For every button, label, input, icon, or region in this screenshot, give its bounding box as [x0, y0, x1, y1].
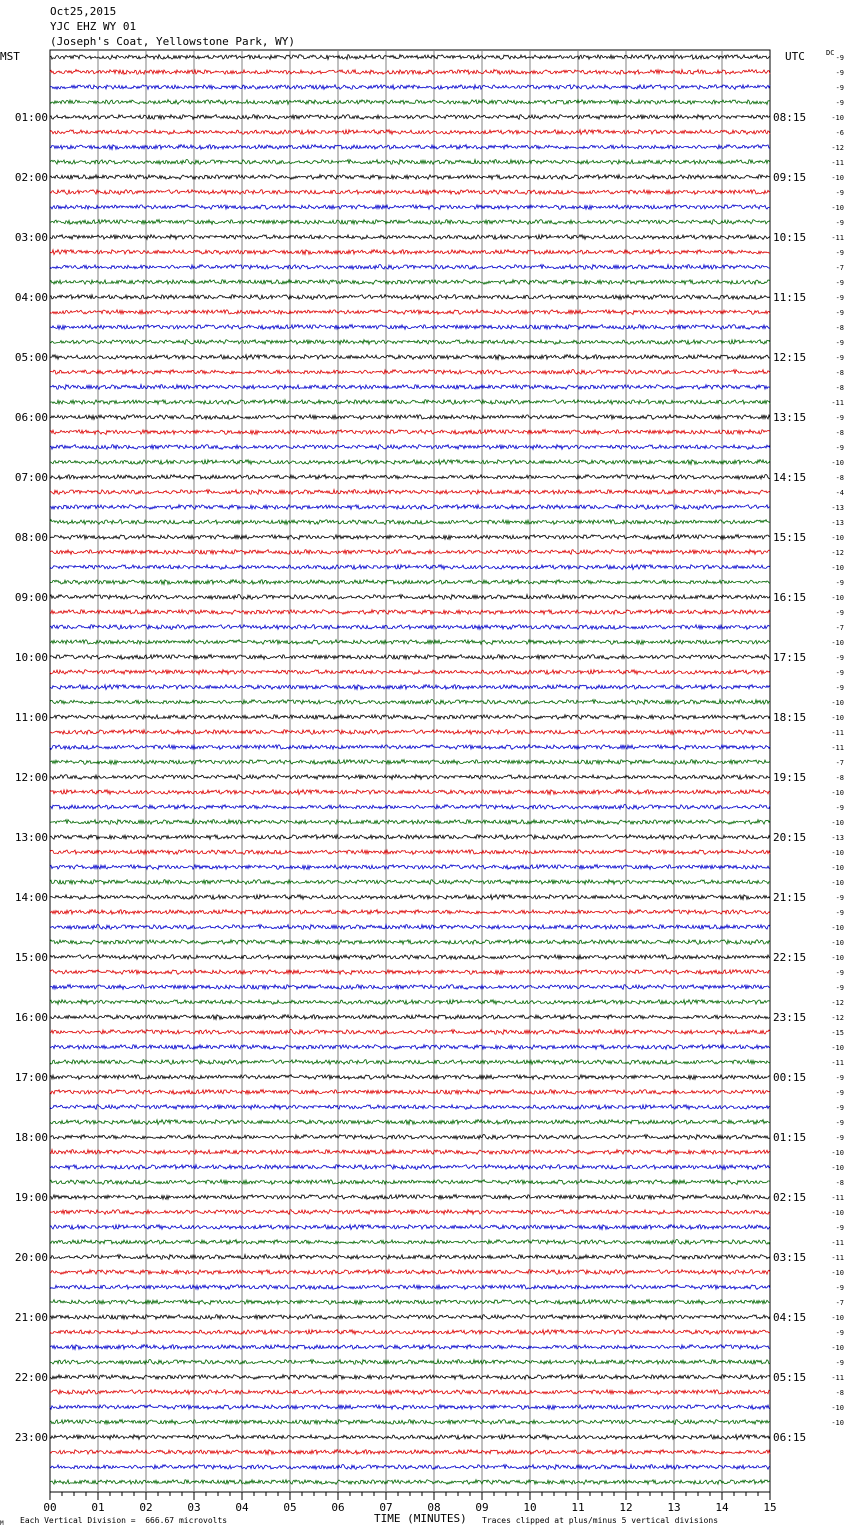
trace-offset-label: -8: [835, 384, 844, 392]
trace-offset-label: -10: [831, 1344, 844, 1352]
seismic-trace: [50, 940, 770, 945]
seismic-trace: [50, 280, 770, 285]
seismic-trace: [50, 1240, 770, 1245]
seismic-trace: [50, 1015, 770, 1020]
trace-offset-label: -10: [831, 1209, 844, 1217]
trace-offset-label: -9: [835, 1074, 844, 1082]
seismic-trace: [50, 160, 770, 165]
trace-offset-label: -10: [831, 639, 844, 647]
trace-offset-label: -9: [835, 84, 844, 92]
seismic-trace: [50, 565, 770, 570]
trace-offset-label: -8: [835, 324, 844, 332]
trace-offset-label: -9: [835, 804, 844, 812]
right-hour-label: 05:15: [773, 1371, 807, 1384]
left-hour-label: 20:00: [14, 1251, 48, 1264]
trace-offset-label: -9: [835, 1284, 844, 1292]
left-hour-label: 17:00: [14, 1071, 48, 1084]
right-hour-label: 20:15: [773, 831, 807, 844]
trace-offset-label: -9: [835, 1089, 844, 1097]
left-hour-label: 22:00: [14, 1371, 48, 1384]
trace-offset-label: -10: [831, 1419, 844, 1427]
seismic-trace: [50, 295, 770, 300]
trace-offset-label: -8: [835, 429, 844, 437]
seismic-trace: [50, 1060, 770, 1065]
seismic-trace: [50, 205, 770, 210]
location-label: (Joseph's Coat, Yellowstone Park, WY): [50, 35, 296, 48]
trace-offset-label: -10: [831, 1149, 844, 1157]
seismic-trace: [50, 1345, 770, 1350]
left-hour-label: 16:00: [14, 1011, 48, 1024]
x-tick-label: 02: [139, 1501, 153, 1514]
right-hour-label: 03:15: [773, 1251, 807, 1264]
seismic-trace: [50, 805, 770, 810]
seismic-trace: [50, 595, 770, 600]
trace-offset-label: -4: [835, 489, 844, 497]
clip-note: Traces clipped at plus/minus 5 vertical divisions: [482, 1516, 719, 1525]
right-hour-label: 22:15: [773, 951, 807, 964]
trace-offset-label: -9: [835, 894, 844, 902]
seismic-trace: [50, 1225, 770, 1230]
trace-offset-label: -9: [835, 984, 844, 992]
left-hour-label: 10:00: [14, 651, 48, 664]
trace-offset-label: -13: [831, 504, 844, 512]
trace-offset-label: -11: [831, 744, 844, 752]
right-hour-label: 12:15: [773, 351, 807, 364]
trace-offset-label: -8: [835, 774, 844, 782]
seismic-trace: [50, 475, 770, 480]
trace-offset-label: -9: [835, 1224, 844, 1232]
seismic-trace: [50, 1045, 770, 1050]
left-hour-label: 18:00: [14, 1131, 48, 1144]
trace-offset-label: -10: [831, 924, 844, 932]
left-hour-label: 06:00: [14, 411, 48, 424]
trace-offset-label: -9: [835, 69, 844, 77]
corner-mark: M: [0, 1520, 4, 1527]
trace-offset-label: -9: [835, 279, 844, 287]
right-timezone-label: UTC: [785, 50, 805, 63]
seismic-trace: [50, 1420, 770, 1425]
left-hour-label: 07:00: [14, 471, 48, 484]
seismic-trace: [50, 670, 770, 675]
seismic-trace: [50, 685, 770, 690]
left-timezone-label: MST: [0, 50, 20, 63]
seismic-trace: [50, 985, 770, 990]
trace-offset-label: -8: [835, 474, 844, 482]
left-hour-label: 12:00: [14, 771, 48, 784]
right-hour-label: 23:15: [773, 1011, 807, 1024]
seismic-trace: [50, 520, 770, 525]
seismic-trace: [50, 505, 770, 510]
seismic-trace: [50, 1270, 770, 1275]
trace-offset-label: -9: [835, 669, 844, 677]
right-hour-label: 11:15: [773, 291, 807, 304]
station-label: YJC EHZ WY 01: [50, 20, 137, 33]
trace-offset-label: -9: [835, 219, 844, 227]
right-hour-label: 19:15: [773, 771, 807, 784]
x-tick-label: 12: [619, 1501, 633, 1514]
trace-offset-label: -12: [831, 144, 844, 152]
seismic-trace: [50, 1090, 770, 1095]
trace-offset-label: -9: [835, 579, 844, 587]
trace-offset-label: -10: [831, 114, 844, 122]
seismic-trace: [50, 655, 770, 660]
seismic-trace: [50, 865, 770, 870]
seismic-trace: [50, 220, 770, 225]
x-tick-label: 14: [715, 1501, 729, 1514]
seismic-trace: [50, 850, 770, 855]
trace-offset-label: -9: [835, 414, 844, 422]
trace-offset-label: -9: [835, 1329, 844, 1337]
right-hour-label: 14:15: [773, 471, 807, 484]
seismic-trace: [50, 550, 770, 555]
seismic-trace: [50, 1315, 770, 1320]
seismic-trace: [50, 175, 770, 180]
seismic-trace: [50, 265, 770, 270]
trace-offset-label: -11: [831, 1254, 844, 1262]
seismic-trace: [50, 490, 770, 495]
trace-offset-label: -6: [835, 129, 844, 137]
seismic-trace: [50, 1210, 770, 1215]
x-tick-label: 05: [283, 1501, 297, 1514]
trace-offset-label: -9: [835, 609, 844, 617]
left-hour-label: 14:00: [14, 891, 48, 904]
seismic-trace: [50, 85, 770, 90]
dc-label: DC: [826, 49, 835, 57]
x-tick-label: 13: [667, 1501, 681, 1514]
seismic-trace: [50, 145, 770, 150]
seismic-trace: [50, 100, 770, 105]
trace-offset-label: -9: [835, 294, 844, 302]
trace-offset-label: -11: [831, 1374, 844, 1382]
right-hour-label: 16:15: [773, 591, 807, 604]
right-hour-label: 13:15: [773, 411, 807, 424]
seismic-trace: [50, 580, 770, 585]
trace-offset-label: -9: [835, 444, 844, 452]
trace-offset-label: -8: [835, 369, 844, 377]
seismic-trace: [50, 1150, 770, 1155]
right-hour-label: 10:15: [773, 231, 807, 244]
trace-offset-label: -9: [835, 54, 844, 62]
trace-offset-label: -9: [835, 1359, 844, 1367]
seismic-trace: [50, 715, 770, 720]
trace-offset-label: -9: [835, 189, 844, 197]
left-hour-label: 11:00: [14, 711, 48, 724]
seismic-trace: [50, 625, 770, 630]
trace-offset-label: -11: [831, 729, 844, 737]
seismic-trace: [50, 610, 770, 615]
left-hour-label: 15:00: [14, 951, 48, 964]
right-hour-label: 09:15: [773, 171, 807, 184]
x-axis-label: TIME (MINUTES): [374, 1512, 467, 1525]
seismic-trace: [50, 1465, 770, 1470]
trace-offset-label: -11: [831, 234, 844, 242]
seismic-trace: [50, 1450, 770, 1455]
seismic-trace: [50, 880, 770, 885]
seismic-trace: [50, 1330, 770, 1335]
seismic-trace: [50, 235, 770, 240]
trace-offset-label: -13: [831, 834, 844, 842]
left-hour-label: 03:00: [14, 231, 48, 244]
trace-offset-label: -10: [831, 819, 844, 827]
seismic-trace: [50, 1300, 770, 1305]
left-hour-label: 13:00: [14, 831, 48, 844]
trace-offset-label: -7: [835, 1299, 844, 1307]
seismic-trace: [50, 790, 770, 795]
trace-offset-label: -11: [831, 159, 844, 167]
trace-offset-label: -10: [831, 594, 844, 602]
trace-offset-label: -12: [831, 549, 844, 557]
seismic-trace: [50, 1390, 770, 1395]
x-tick-label: 11: [571, 1501, 585, 1514]
trace-offset-label: -10: [831, 849, 844, 857]
seismic-trace: [50, 1405, 770, 1410]
trace-offset-label: -15: [831, 1029, 844, 1037]
seismic-trace: [50, 535, 770, 540]
trace-offset-label: -9: [835, 909, 844, 917]
seismic-trace: [50, 1135, 770, 1140]
seismic-trace: [50, 190, 770, 195]
right-hour-label: 17:15: [773, 651, 807, 664]
x-tick-label: 06: [331, 1501, 345, 1514]
trace-offset-label: -10: [831, 534, 844, 542]
left-hour-label: 19:00: [14, 1191, 48, 1204]
seismic-trace: [50, 115, 770, 120]
x-tick-label: 01: [91, 1501, 105, 1514]
seismic-trace: [50, 340, 770, 345]
seismic-trace: [50, 1000, 770, 1005]
date-label: Oct25,2015: [50, 5, 117, 18]
scale-note: Each Vertical Division = 666.67 microvolts: [20, 1516, 228, 1525]
seismic-trace: [50, 1480, 770, 1485]
x-tick-label: 15: [763, 1501, 777, 1514]
seismic-trace: [50, 1360, 770, 1365]
seismic-trace: [50, 1180, 770, 1185]
trace-offset-label: -7: [835, 759, 844, 767]
seismic-trace: [50, 250, 770, 255]
trace-offset-label: -10: [831, 714, 844, 722]
trace-offset-label: -9: [835, 684, 844, 692]
seismic-trace: [50, 1120, 770, 1125]
left-hour-label: 04:00: [14, 291, 48, 304]
right-hour-label: 02:15: [773, 1191, 807, 1204]
seismic-trace: [50, 445, 770, 450]
trace-offset-label: -11: [831, 399, 844, 407]
trace-offset-label: -9: [835, 1104, 844, 1112]
trace-offset-label: -10: [831, 699, 844, 707]
trace-offset-label: -10: [831, 1314, 844, 1322]
seismic-trace: [50, 460, 770, 465]
trace-offset-label: -10: [831, 564, 844, 572]
seismic-trace: [50, 835, 770, 840]
left-hour-label: 21:00: [14, 1311, 48, 1324]
seismic-trace: [50, 325, 770, 330]
seismic-trace: [50, 1285, 770, 1290]
right-hour-label: 18:15: [773, 711, 807, 724]
left-hour-label: 02:00: [14, 171, 48, 184]
x-tick-label: 03: [187, 1501, 201, 1514]
trace-offset-label: -13: [831, 519, 844, 527]
seismic-trace: [50, 1195, 770, 1200]
right-hour-label: 06:15: [773, 1431, 807, 1444]
seismic-trace: [50, 820, 770, 825]
seismic-trace: [50, 760, 770, 765]
seismic-trace: [50, 70, 770, 75]
right-hour-label: 08:15: [773, 111, 807, 124]
x-tick-label: 07: [379, 1501, 393, 1514]
trace-offset-label: -9: [835, 969, 844, 977]
trace-offset-label: -9: [835, 654, 844, 662]
seismic-trace: [50, 1435, 770, 1440]
seismic-trace: [50, 970, 770, 975]
trace-offset-label: -10: [831, 204, 844, 212]
trace-offset-label: -11: [831, 1059, 844, 1067]
trace-offset-label: -10: [831, 1164, 844, 1172]
x-tick-label: 04: [235, 1501, 249, 1514]
left-hour-label: 05:00: [14, 351, 48, 364]
trace-offset-label: -9: [835, 99, 844, 107]
seismic-trace: [50, 400, 770, 405]
trace-offset-label: -9: [835, 1119, 844, 1127]
seismic-trace: [50, 1105, 770, 1110]
seismic-trace: [50, 910, 770, 915]
left-hour-label: 01:00: [14, 111, 48, 124]
seismic-trace: [50, 730, 770, 735]
seismic-trace: [50, 700, 770, 705]
seismic-trace: [50, 1255, 770, 1260]
trace-offset-label: -10: [831, 1044, 844, 1052]
right-hour-label: 00:15: [773, 1071, 807, 1084]
trace-offset-label: -12: [831, 1014, 844, 1022]
trace-offset-label: -9: [835, 249, 844, 257]
trace-offset-label: -9: [835, 1134, 844, 1142]
trace-offset-label: -11: [831, 1239, 844, 1247]
trace-offset-label: -8: [835, 1389, 844, 1397]
trace-offset-label: -10: [831, 174, 844, 182]
seismic-trace: [50, 310, 770, 315]
seismic-trace: [50, 415, 770, 420]
right-hour-label: 21:15: [773, 891, 807, 904]
trace-offset-label: -10: [831, 1269, 844, 1277]
x-tick-label: 09: [475, 1501, 489, 1514]
seismic-trace: [50, 370, 770, 375]
seismic-trace: [50, 1165, 770, 1170]
trace-offset-label: -11: [831, 1194, 844, 1202]
trace-offset-label: -7: [835, 264, 844, 272]
left-hour-label: 23:00: [14, 1431, 48, 1444]
trace-offset-label: -9: [835, 339, 844, 347]
trace-offset-label: -10: [831, 939, 844, 947]
trace-offset-label: -9: [835, 309, 844, 317]
seismic-trace: [50, 1030, 770, 1035]
right-hour-label: 15:15: [773, 531, 807, 544]
x-tick-label: 08: [427, 1501, 441, 1514]
seismic-trace: [50, 385, 770, 390]
trace-offset-label: -10: [831, 1404, 844, 1412]
trace-offset-label: -7: [835, 624, 844, 632]
trace-offset-label: -10: [831, 864, 844, 872]
seismic-trace: [50, 130, 770, 135]
trace-offset-label: -12: [831, 999, 844, 1007]
trace-offset-label: -10: [831, 789, 844, 797]
seismic-trace: [50, 745, 770, 750]
seismic-trace: [50, 1075, 770, 1080]
x-tick-label: 10: [523, 1501, 537, 1514]
seismic-trace: [50, 955, 770, 960]
seismic-trace: [50, 775, 770, 780]
trace-offset-label: -8: [835, 1179, 844, 1187]
seismic-trace: [50, 640, 770, 645]
seismic-trace: [50, 1375, 770, 1380]
trace-offset-label: -10: [831, 879, 844, 887]
left-hour-label: 08:00: [14, 531, 48, 544]
seismic-trace: [50, 430, 770, 435]
seismic-trace: [50, 895, 770, 900]
trace-offset-label: -10: [831, 954, 844, 962]
trace-offset-label: -10: [831, 459, 844, 467]
seismic-trace: [50, 925, 770, 930]
right-hour-label: 04:15: [773, 1311, 807, 1324]
seismic-trace: [50, 55, 770, 60]
left-hour-label: 09:00: [14, 591, 48, 604]
seismic-trace: [50, 355, 770, 360]
trace-offset-label: -9: [835, 354, 844, 362]
x-tick-label: 00: [43, 1501, 57, 1514]
right-hour-label: 01:15: [773, 1131, 807, 1144]
